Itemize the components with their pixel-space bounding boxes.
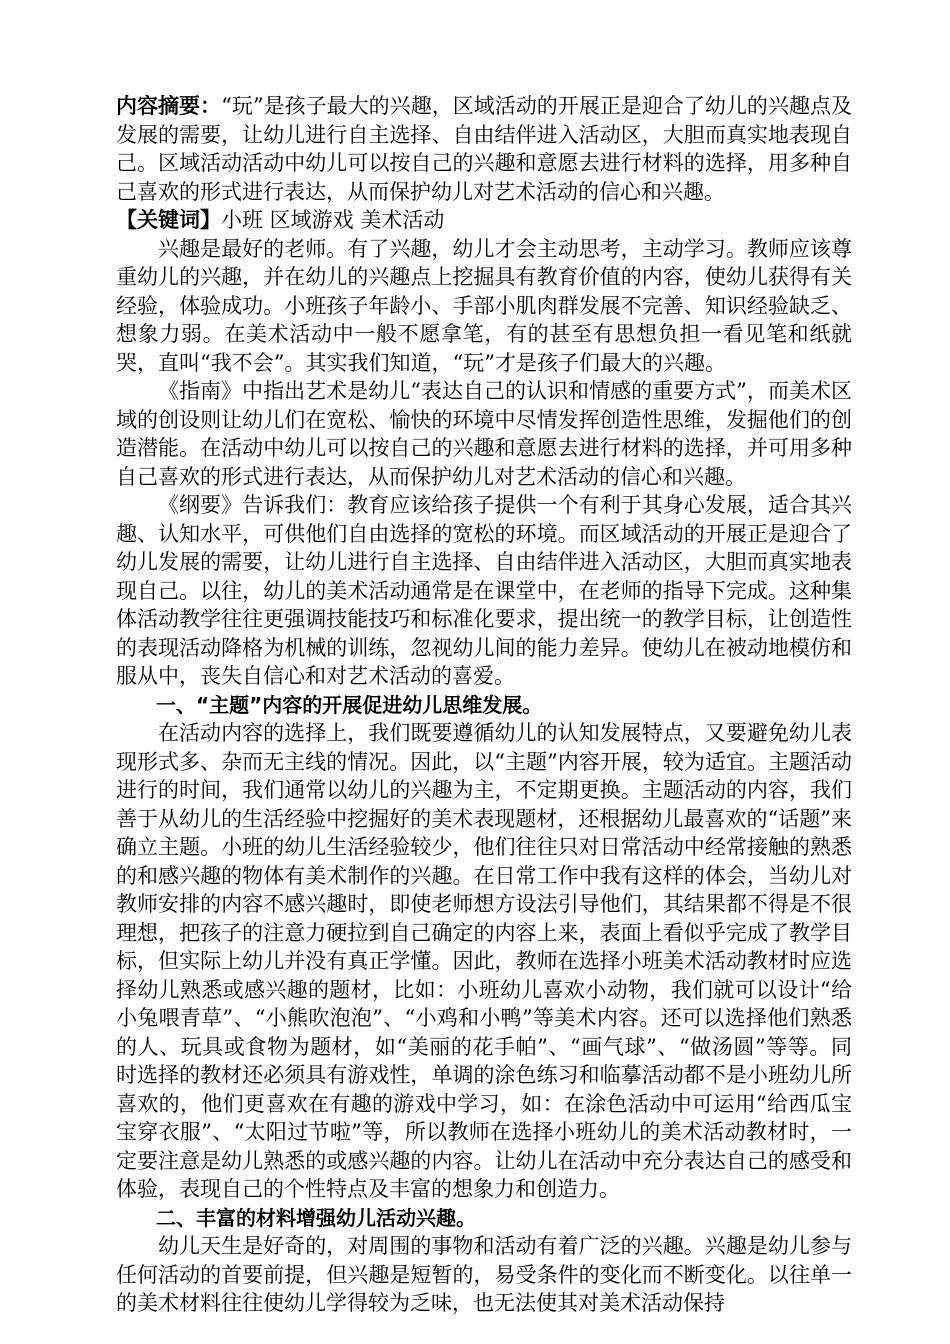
- intro-paragraph-2: 《指南》中指出艺术是幼儿“表达自己的认识和情感的重要方式”，而美术区域的创设则让幼儿们在宽松、愉快的环境中尽情发挥创造性思维，发掘他们的创造潜能。在活动中幼儿可以按自己的兴趣和意愿去进行材料的选择，并可用多种自己喜欢的形式进行表达，从而保护幼儿对艺术活动的信心和兴趣。: [116, 379, 852, 489]
- section-2-heading: 二、丰富的材料增强幼儿活动兴趣。: [156, 1205, 476, 1230]
- section-2-paragraph: 幼儿天生是好奇的，对周围的事物和活动有着广泛的兴趣。兴趣是幼儿参与任何活动的首要前提，但兴趣是短暂的，易受条件的变化而不断变化。以往单一的美术材料往往使幼儿学得较为乏味，也无法使其对美术活动保持: [116, 1234, 852, 1315]
- intro-paragraph-1: 兴趣是最好的老师。有了兴趣，幼儿才会主动思考，主动学习。教师应该尊重幼儿的兴趣，并在幼儿的兴趣点上挖掘具有教育价值的内容，使幼儿获得有关经验，体验成功。小班孩子年龄小、手部小肌肉群发展不完善、知识经验缺乏、想象力弱。在美术活动中一般不愿拿笔，有的甚至有思想负担一看见笔和纸就哭，直叫“我不会”。其实我们知道，“玩”才是孩子们最大的兴趣。: [116, 236, 852, 375]
- document-page: [116, 92, 852, 1318]
- abstract-text: “玩”是孩子最大的兴趣，区域活动的开展正是迎合了幼儿的兴趣点及发展的需要，让幼儿进行自主选择、自由结伴进入活动区，大胆而真实地表现自己。区域活动活动中幼儿可以按自己的兴趣和意愿去进行材料的选择，用多种自己喜欢的形式进行表达，从而保护幼儿对艺术活动的信心和兴趣。: [116, 94, 852, 204]
- keywords-label: 【关键词】: [116, 207, 221, 232]
- keywords-text: 小班 区域游戏 美术活动: [221, 208, 445, 232]
- abstract-paragraph: [116, 92, 852, 206]
- intro-paragraph-3: 《纲要》告诉我们：教育应该给孩子提供一个有利于其身心发展，适合其兴趣、认知水平，可供他们自由选择的宽松的环境。而区域活动的开展正是迎合了幼儿发展的需要，让幼儿进行自主选择、自由结伴进入活动区，大胆而真实地表现自己。以往，幼儿的美术活动通常是在课堂中，在老师的指导下完成。这种集体活动教学往往更强调技能技巧和标准化要求，提出统一的教学目标，让创造性的表现活动降格为机械的训练，忽视幼儿间的能力差异。使幼儿在被动地模仿和服从中，丧失自信心和对艺术活动的喜爱。: [116, 493, 852, 688]
- section-1-paragraph: 在活动内容的选择上，我们既要遵循幼儿的认知发展特点，又要避免幼儿表现形式多、杂而无主线的情况。因此，以“主题”内容开展，较为适宜。主题活动进行的时间，我们通常以幼儿的兴趣为主，不定期更换。主题活动的内容，我们善于从幼儿的生活经验中挖掘好的美术表现题材，还根据幼儿最喜欢的“话题”来确立主题。小班的幼儿生活经验较少，他们往往只对日常活动中经常接触的熟悉的和感兴趣的物体有美术制作的兴趣。在日常工作中我有这样的体会，当幼儿对教师安排的内容不感兴趣时，即使老师想方设法引导他们，其结果都不得是不很理想，把孩子的注意力硬拉到自己确定的内容上来，表面上看似乎完成了教学目标，但实际上幼儿并没有真正学懂。因此，教师在选择小班美术活动教材时应选择幼儿熟悉或感兴趣的题材，比如：小班幼儿喜欢小动物，我们就可以设计“给小兔喂青草”、“小熊吹泡泡”、“小鸡和小鸭”等美术内容。还可以选择他们熟悉的人、玩具或食物为题材，如“美丽的花手帕”、“画气球”、“做汤圆”等等。同时选择的教材还必须具有游戏性，单调的涂色练习和临摹活动都不是小班幼儿所喜欢的，他们更喜欢在有趣的游戏中学习，如：在涂色活动中可运用“给西瓜宝宝穿衣服”、“太阳过节啦”等，所以教师在选择小班幼儿的美术活动教材时，一定要注意是幼儿熟悉的或感兴趣的内容。让幼儿在活动中充分表达自己的感受和体验，表现自己的个性特点及丰富的想象力和创造力。: [116, 721, 852, 1201]
- abstract-label: 内容摘要：: [116, 93, 222, 118]
- section-1-heading: 一、“主题”内容的开展促进幼儿思维发展。: [156, 692, 543, 717]
- keywords-line: [116, 206, 852, 235]
